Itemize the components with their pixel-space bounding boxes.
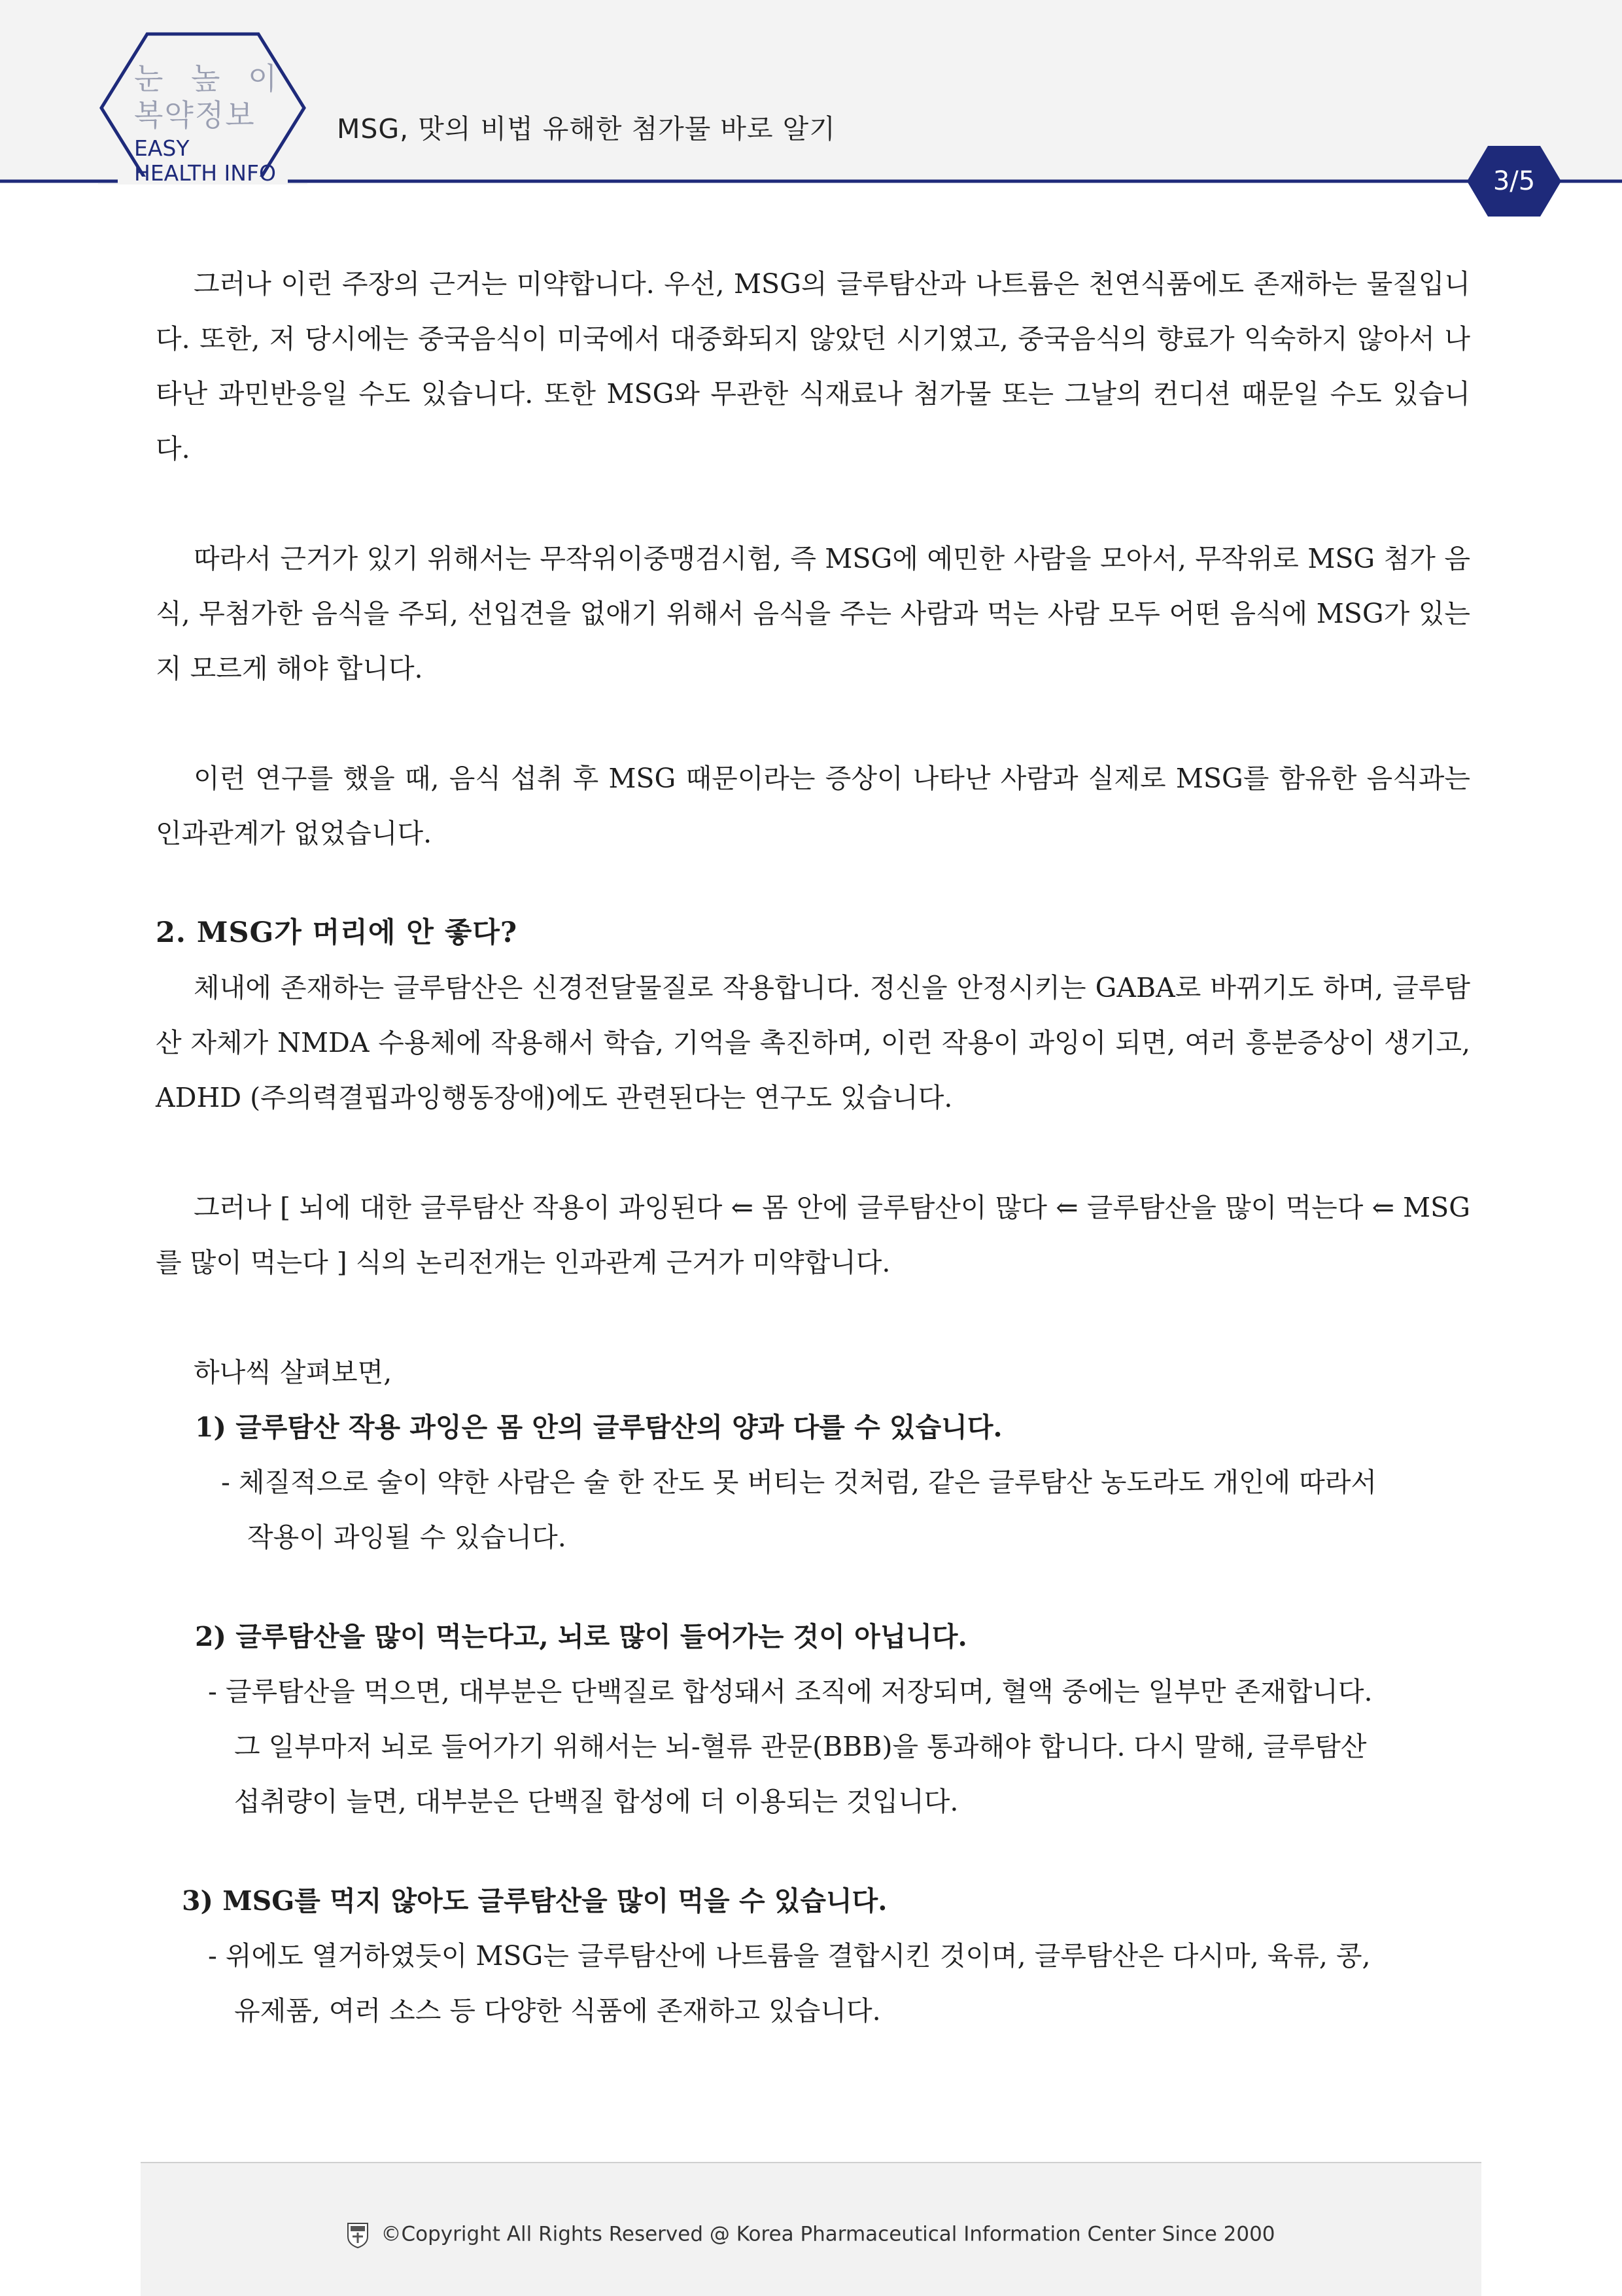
page-number: 3/5 (1493, 166, 1536, 196)
paragraph-4: 체내에 존재하는 글루탐산은 신경전달물질로 작용합니다. 정신을 안정시키는 GABA로 바뀌기도 하며, 글루탐산 자체가 NMDA 수용체에 작용해서 학습, 기억을 촉진하며, 이런 작용이 과잉이 되면, 여러 흥분증상이 생기고, ADHD (주의력결핍과잉행동장애)에도 관련된다는 연구도 있습니다. (156, 972, 1470, 1113)
list-item-1: 1) 글루탐산 작용 과잉은 몸 안의 글루탐산의 양과 다를 수 있습니다. (195, 1412, 1003, 1443)
list-item-3: 3) MSG를 먹지 않아도 글루탐산을 많이 먹을 수 있습니다. (182, 1885, 888, 1917)
list-item-1-detail-line1: - 체질적으로 술이 약한 사람은 술 한 잔도 못 버티는 것처럼, 같은 글루탐산 농도라도 개인에 따라서 (221, 1467, 1377, 1498)
brand-english-line2: HEALTH INFO (134, 160, 276, 186)
crest-icon (347, 2222, 369, 2248)
paragraph-2: 따라서 근거가 있기 위해서는 무작위이중맹검시험, 즉 MSG에 예민한 사람을 모아서, 무작위로 MSG 첨가 음식, 무첨가한 음식을 주되, 선입견을 없애기 위해서 음식을 주는 사람과 먹는 사람 모두 어떤 음식에 MSG가 있는지 모르게 해야 합니다. (156, 543, 1470, 684)
list-item-2: 2) 글루탐산을 많이 먹는다고, 뇌로 많이 들어가는 것이 아닙니다. (195, 1621, 967, 1652)
page-number-badge (1465, 144, 1563, 218)
paragraph-1: 그러나 이런 주장의 근거는 미약합니다. 우선, MSG의 글루탐산과 나트륨은 천연식품에도 존재하는 물질입니다. 또한, 저 당시에는 중국음식이 미국에서 대중화되지 않았던 시기였고, 중국음식의 향료가 익숙하지 않아서 나타난 과민반응일 수도 있습니다. 또한 MSG와 무관한 식재료나 첨가물 또는 그날의 컨디션 때문일 수도 있습니다. (156, 268, 1470, 464)
list-item-2-detail-line2: 그 일부마저 뇌로 들어가기 위해서는 뇌-혈류 관문(BBB)을 통과해야 합니다. 다시 말해, 글루탐산 (234, 1731, 1367, 1762)
list-item-2-detail-line3: 섭취량이 늘면, 대부분은 단백질 합성에 더 이용되는 것입니다. (234, 1786, 959, 1817)
list-item-2-detail-line1: - 글루탐산을 먹으면, 대부분은 단백질로 합성돼서 조직에 저장되며, 혈액 중에는 일부만 존재합니다. (208, 1676, 1373, 1707)
paragraph-3: 이런 연구를 했을 때, 음식 섭취 후 MSG 때문이라는 증상이 나타난 사람과 실제로 MSG를 함유한 음식과는 인과관계가 없었습니다. (156, 763, 1470, 849)
document-title: MSG, 맛의 비법 유해한 첨가물 바로 알기 (337, 113, 836, 145)
section-heading: 2. MSG가 머리에 안 좋다? (156, 916, 518, 949)
list-item-1-detail-line2: 작용이 과잉될 수 있습니다. (247, 1522, 566, 1553)
brand-logo (134, 60, 286, 186)
list-item-2-detail (156, 1664, 1470, 1829)
page-header (0, 0, 1622, 190)
list-item-1-detail (156, 1455, 1470, 1565)
brand-korean-line1: 눈 높 이 (134, 61, 286, 96)
list-item-3-detail (156, 1928, 1470, 2038)
list-item-3-detail-line1: - 위에도 열거하였듯이 MSG는 글루탐산에 나트륨을 결합시킨 것이며, 글루탐산은 다시마, 육류, 콩, (208, 1940, 1371, 1972)
paragraph-6: 하나씩 살펴보면, (194, 1357, 392, 1388)
paragraph-5: 그러나 [ 뇌에 대한 글루탐산 작용이 과잉된다 ⇐ 몸 안에 글루탐산이 많다 ⇐ 글루탐산을 많이 먹는다 ⇐ MSG를 많이 먹는다 ] 식의 논리전개는 인과관계 근거가 미약합니다. (156, 1192, 1470, 1278)
brand-korean-line2: 복약정보 (134, 97, 256, 133)
list-item-3-detail-line2: 유제품, 여러 소스 등 다양한 식품에 존재하고 있습니다. (234, 1995, 881, 2026)
copyright-text: ©Copyright All Rights Reserved @ Korea Pharmaceutical Information Center Since 2000 (381, 2222, 1275, 2246)
brand-english-line1: EASY (134, 135, 190, 161)
page-footer (141, 2162, 1481, 2296)
document-body (156, 256, 1470, 2038)
footer-copyright-row (141, 2222, 1481, 2248)
